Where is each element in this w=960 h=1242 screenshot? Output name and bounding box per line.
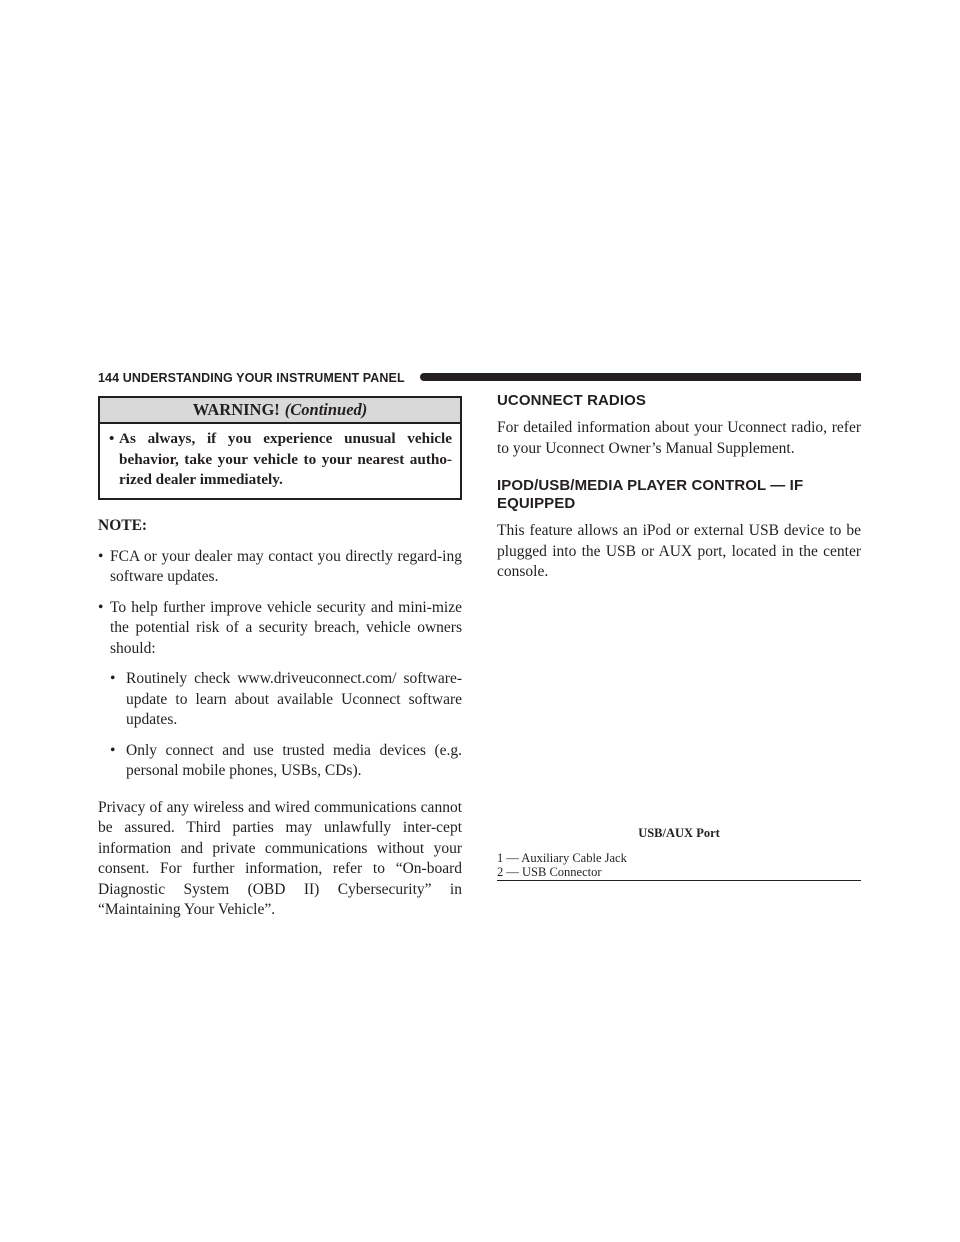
legend-item: 1 — Auxiliary Cable Jack — [497, 850, 627, 865]
figure-caption: USB/AUX Port — [638, 825, 720, 840]
uconnect-paragraph: For detailed information about your Uconnect radio, refer to your Uconnect Owner’s Manual Supplement. — [497, 419, 861, 457]
legend-item: 2 — USB Connector — [497, 864, 602, 879]
note-label: NOTE: — [98, 516, 148, 534]
bullet: • — [110, 670, 116, 687]
ipod-paragraph: This feature allows an iPod or external USB device to be plugged into the USB or AUX port, located in the center console. — [497, 522, 861, 580]
warning-box — [98, 396, 462, 500]
right-column — [497, 392, 861, 881]
page-number-title: 144 UNDERSTANDING YOUR INSTRUMENT PANEL — [98, 371, 405, 385]
figure-bottom-rule — [497, 880, 861, 881]
note-item-text: FCA or your dealer may contact you directly regard-ing software updates. — [110, 547, 462, 585]
warning-body — [100, 424, 460, 498]
bullet: • — [98, 598, 104, 616]
note-subitem — [110, 669, 462, 731]
page-header — [98, 370, 861, 386]
figure-legend — [497, 851, 861, 879]
note-list — [98, 547, 462, 782]
bullet: • — [109, 430, 115, 447]
warning-continued: (Continued) — [284, 400, 368, 419]
note-subitem-text: Only connect and use trusted media devices (e.g. personal mobile phones, USBs, CDs). — [126, 741, 462, 779]
warning-item — [109, 429, 452, 491]
section-heading-ipod: IPOD/USB/MEDIA PLAYER CONTROL — IF EQUIPPED — [497, 477, 804, 512]
note-item-text: To help further improve vehicle security and mini-mize the potential risk of a security breach, vehicle owners should: — [110, 598, 462, 657]
note-sublist — [110, 669, 462, 782]
note-subitem — [110, 741, 462, 782]
bullet: • — [110, 741, 116, 759]
warning-title: WARNING! — [192, 400, 280, 419]
note-item — [98, 598, 462, 782]
header-bar — [420, 373, 861, 381]
note-item — [98, 547, 462, 588]
warning-header — [100, 398, 460, 424]
section-heading-uconnect: UCONNECT RADIOS — [497, 392, 647, 409]
left-column — [98, 396, 462, 921]
note-subitem-text: Routinely check www.driveuconnect.com/ software-update to learn about available Uconnect software updates. — [126, 670, 462, 728]
warning-item-text: As always, if you experience unusual vehicle behavior, take your vehicle to your nearest autho-rized dealer immediately. — [119, 430, 452, 488]
bullet: • — [98, 547, 104, 565]
privacy-paragraph: Privacy of any wireless and wired communications cannot be assured. Third parties may unlawfully inter-cept information and private communications without your consent. For further information, refer to “On-board Diagnostic System (OBD II) Cybersecurity” in “Maintaining Your Vehicle”. — [98, 798, 462, 918]
